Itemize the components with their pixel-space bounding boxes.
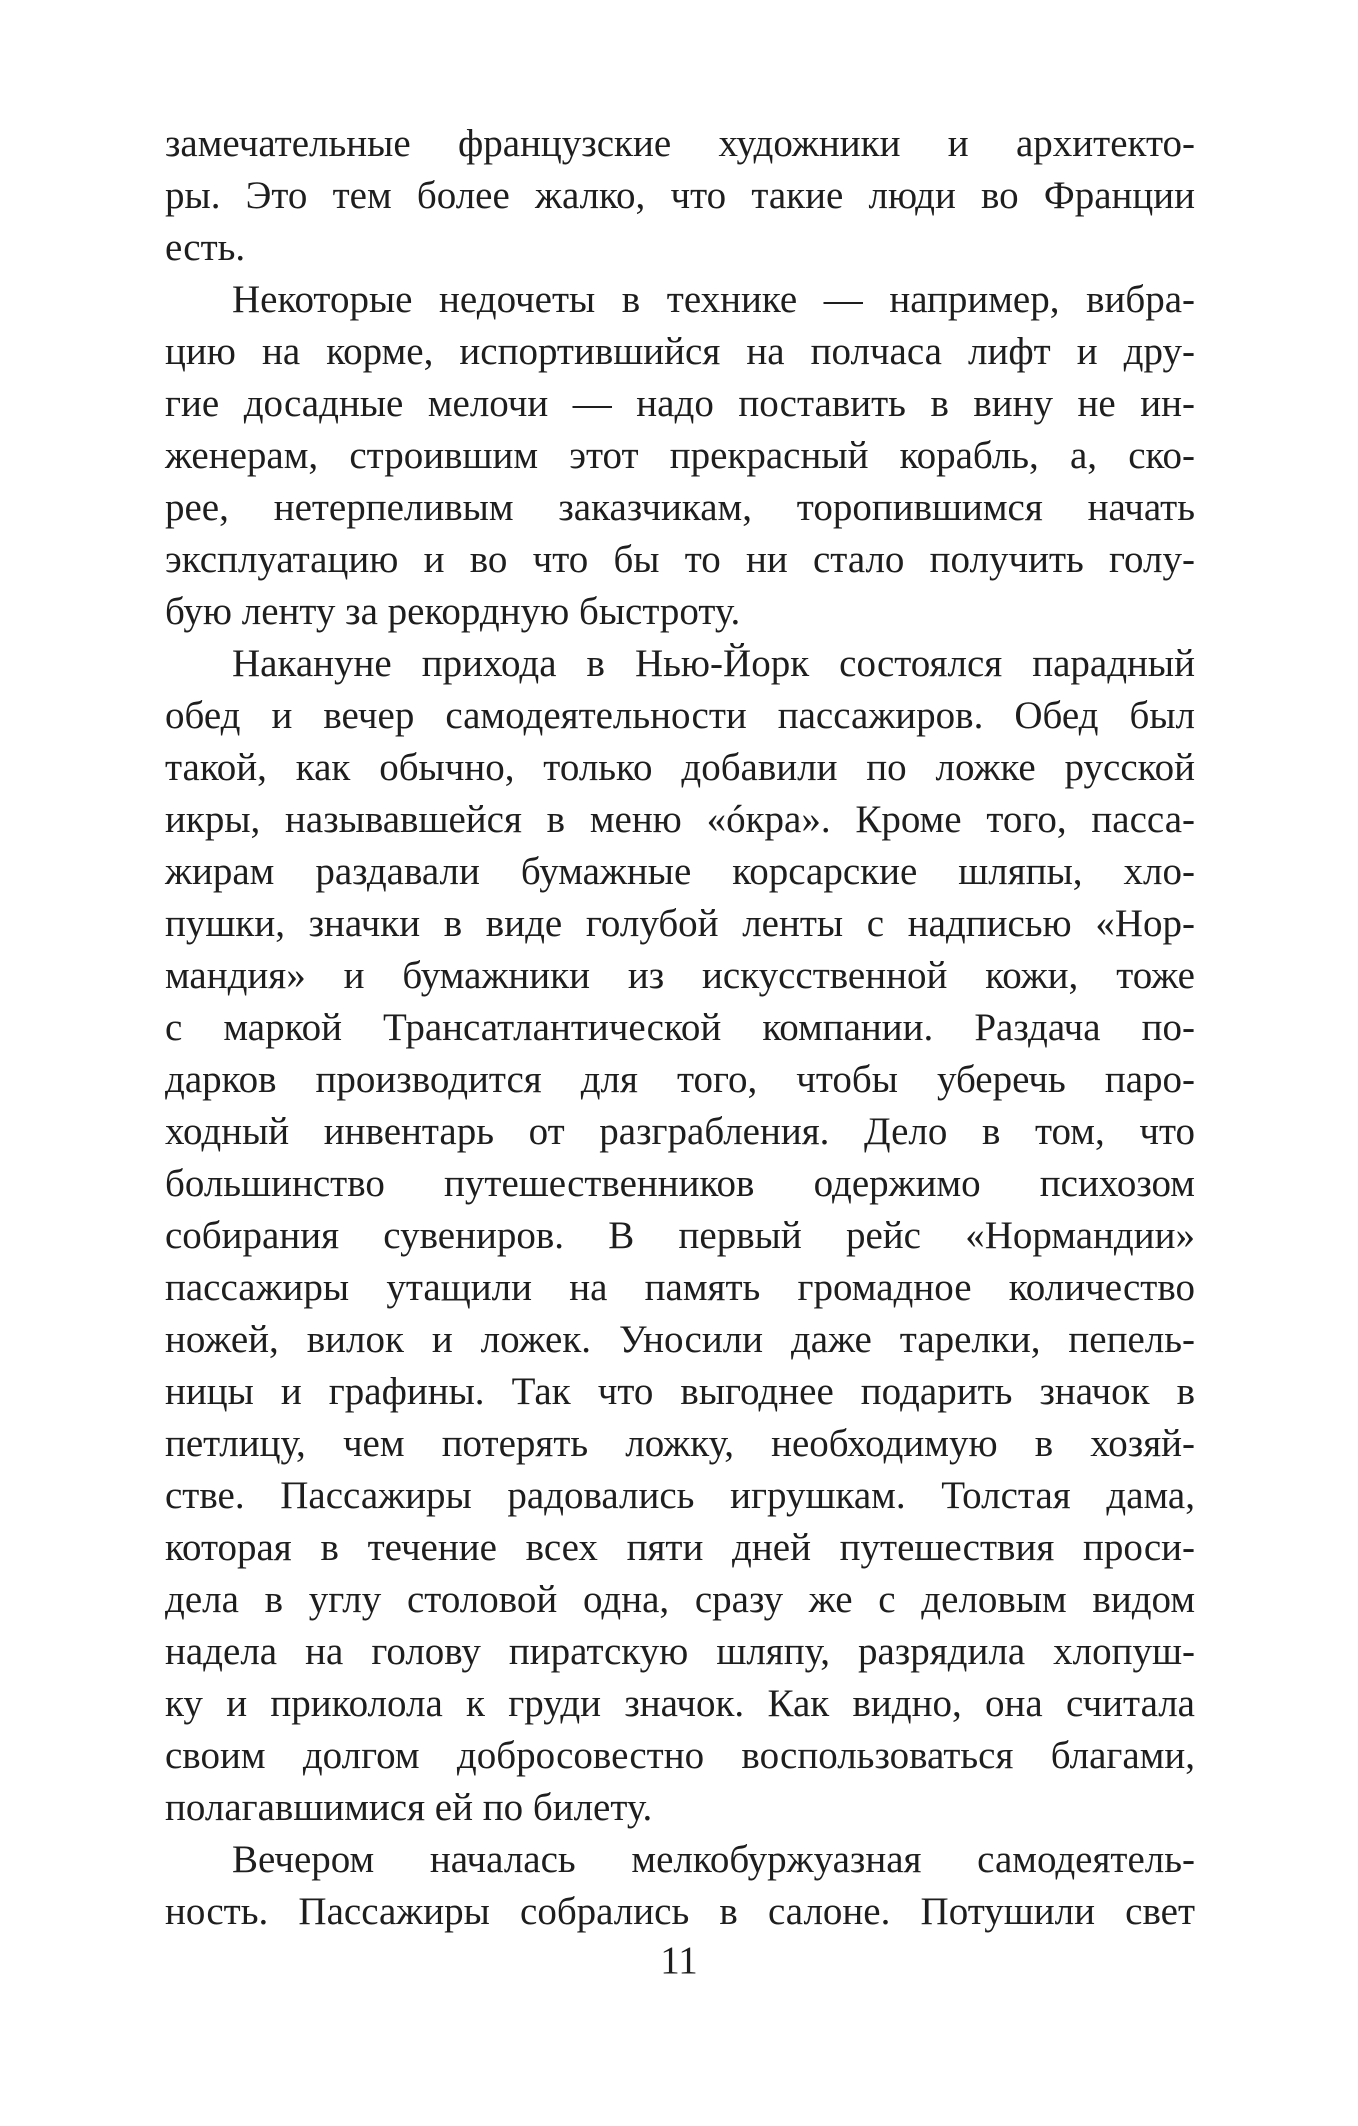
paragraph	[165, 1834, 1195, 1938]
text-line: икры, называвшейся в меню «óкра». Кроме того, пасса-	[165, 798, 1195, 841]
text-line: пассажиры утащили на память громадное количество	[165, 1266, 1195, 1309]
text-line: ножей, вилок и ложек. Уносили даже тарелки, пепель-	[165, 1318, 1195, 1361]
text-line: женерам, строившим этот прекрасный корабль, а, ско-	[165, 434, 1195, 477]
text-line: которая в течение всех пяти дней путешествия проси-	[165, 1526, 1195, 1569]
text-line: собирания сувениров. В первый рейс «Нормандии»	[165, 1214, 1195, 1257]
text-line: эксплуатацию и во что бы то ни стало получить голу-	[165, 538, 1195, 581]
body-text	[165, 118, 1195, 1938]
text-line: Некоторые недочеты в технике — например, вибра-	[232, 278, 1195, 321]
text-line: пушки, значки в виде голубой ленты с надписью «Нор-	[165, 902, 1195, 945]
text-line: дела в углу столовой одна, сразу же с деловым видом	[165, 1578, 1195, 1621]
text-line: надела на голову пиратскую шляпу, разрядила хлопуш-	[165, 1630, 1195, 1673]
text-line: своим долгом добросовестно воспользоваться благами,	[165, 1734, 1195, 1777]
text-line: большинство путешественников одержимо психозом	[165, 1162, 1195, 1205]
text-line: такой, как обычно, только добавили по ложке русской	[165, 746, 1195, 789]
text-line: Накануне прихода в Нью-Йорк состоялся парадный	[232, 642, 1195, 685]
text-line: мандия» и бумажники из искусственной кожи, тоже	[165, 954, 1195, 997]
text-line: ры. Это тем более жалко, что такие люди во Франции	[165, 174, 1195, 217]
text-line: с маркой Трансатлантической компании. Раздача по-	[165, 1006, 1195, 1049]
text-line: рее, нетерпеливым заказчикам, торопившимся начать	[165, 486, 1195, 529]
page-number: 11	[660, 1939, 698, 1982]
text-line: бую ленту за рекордную быстроту.	[165, 590, 741, 633]
text-line: ку и приколола к груди значок. Как видно, она считала	[165, 1682, 1195, 1725]
text-line: Вечером началась мелкобуржуазная самодеятель-	[232, 1838, 1195, 1881]
paragraph	[165, 274, 1195, 638]
text-line: цию на корме, испортившийся на полчаса лифт и дру-	[165, 330, 1195, 373]
text-line: стве. Пассажиры радовались игрушкам. Толстая дама,	[165, 1474, 1195, 1517]
paragraph	[165, 638, 1195, 1834]
text-line: обед и вечер самодеятельности пассажиров. Обед был	[165, 694, 1195, 737]
text-line: есть.	[165, 226, 246, 269]
paragraph	[165, 118, 1195, 274]
text-line: жирам раздавали бумажные корсарские шляпы, хло-	[165, 850, 1195, 893]
text-line: петлицу, чем потерять ложку, необходимую в хозяй-	[165, 1422, 1195, 1465]
text-line: ходный инвентарь от разграбления. Дело в том, что	[165, 1110, 1195, 1153]
text-line: ность. Пассажиры собрались в салоне. Потушили свет	[165, 1890, 1195, 1933]
text-line: гие досадные мелочи — надо поставить в вину не ин-	[165, 382, 1195, 425]
text-line: дарков производится для того, чтобы уберечь паро-	[165, 1058, 1195, 1101]
text-line: полагавшимися ей по билету.	[165, 1786, 653, 1829]
text-line: ницы и графины. Так что выгоднее подарить значок в	[165, 1370, 1195, 1413]
text-line: замечательные французские художники и архитекто-	[165, 122, 1195, 165]
